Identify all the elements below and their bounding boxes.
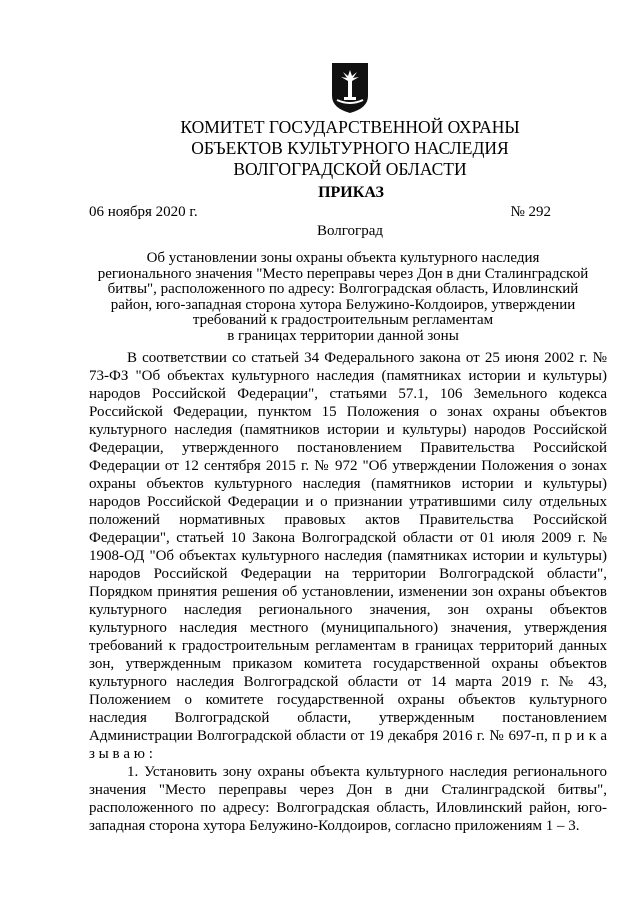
order-body <box>89 349 607 835</box>
header-line: ОБЪЕКТОВ КУЛЬТУРНОГО НАСЛЕДИЯ <box>191 138 509 158</box>
document-city: Волгоград <box>316 223 383 239</box>
document-number: № 292 <box>510 204 551 220</box>
document-date: 06 ноября 2020 г. <box>89 204 198 220</box>
document-title: ПРИКАЗ <box>318 184 384 201</box>
subject-line: район, юго-западная сторона хутора Белужино-Колдоиров, утверждении <box>110 296 576 313</box>
committee-header <box>0 117 640 180</box>
subject-line: битвы", расположенного по адресу: Волгоградская область, Иловлинский <box>107 281 579 297</box>
subject-line: Об установлении зоны охраны объекта культурного наследия <box>146 250 540 266</box>
order-item-1: 1. Установить зону охраны объекта культурного наследия регионального значения "Место переправы через Дон в дни Сталинградской битвы", расположенного по адресу: Волгоградская область, Иловлинский район, юго-западная сторона хутора Белужино-Колдоиров, согласно приложениям 1 – 3. <box>89 764 607 834</box>
subject-line: требований к градостроительным регламентам <box>192 312 494 328</box>
header-line: КОМИТЕТ ГОСУДАРСТВЕННОЙ ОХРАНЫ <box>180 117 520 137</box>
coat-of-arms-icon <box>331 62 369 114</box>
subject-line: в границах территории данной зоны <box>227 327 459 344</box>
order-subject <box>88 251 598 344</box>
preamble-paragraph: В соответствии со статьей 34 Федерального закона от 25 июня 2002 г. № 73-ФЗ "Об объектах культурного наследия (памятниках истории и культуры) народов Российской Федерации", статьями 57.1, 106 Земельного кодекса Российской Федерации, пунктом 15 Положения о зонах охраны объектов культурного наследия (памятников истории и культуры) народов Российской Федерации, утвержденного постановлением Правительства Российской Федерации от 12 сентября 2015 г. № 972 "Об утверждении Положения о зонах охраны объектов культурного наследия (памятников истории и культуры) народов Российской Федерации и о признании утратившими силу отдельных положений нормативных правовых актов Правительства Российской Федерации", статьей 10 Закона Волгоградской области от 01 июля 2009 г. № 1908-ОД "Об объектах культурного наследия (памятниках истории и культуры) народов Российской Федерации на территории Волгоградской области", Порядком принятия решения об установлении, изменении зон охраны объектов культурного наследия регионального значения, зон охраны объектов культурного наследия местного (муниципального) значения, утверждения требований к градостроительным регламентам в границах территорий данных зон, утвержденным приказом комитета государственной охраны объектов культурного наследия Волгоградской области от 14 марта 2019 г. № 43, Положением о комитете государственной охраны объектов культурного наследия Волгоградской области, утвержденным постановлением Администрации Волгоградской области от 19 декабря 2016 г. № 697-п, п р и к а з ы в а ю : <box>89 350 607 762</box>
subject-line: регионального значения "Место переправы через Дон в дни Сталинградской <box>97 265 589 282</box>
header-line: ВОЛГОГРАДСКОЙ ОБЛАСТИ <box>233 159 467 179</box>
